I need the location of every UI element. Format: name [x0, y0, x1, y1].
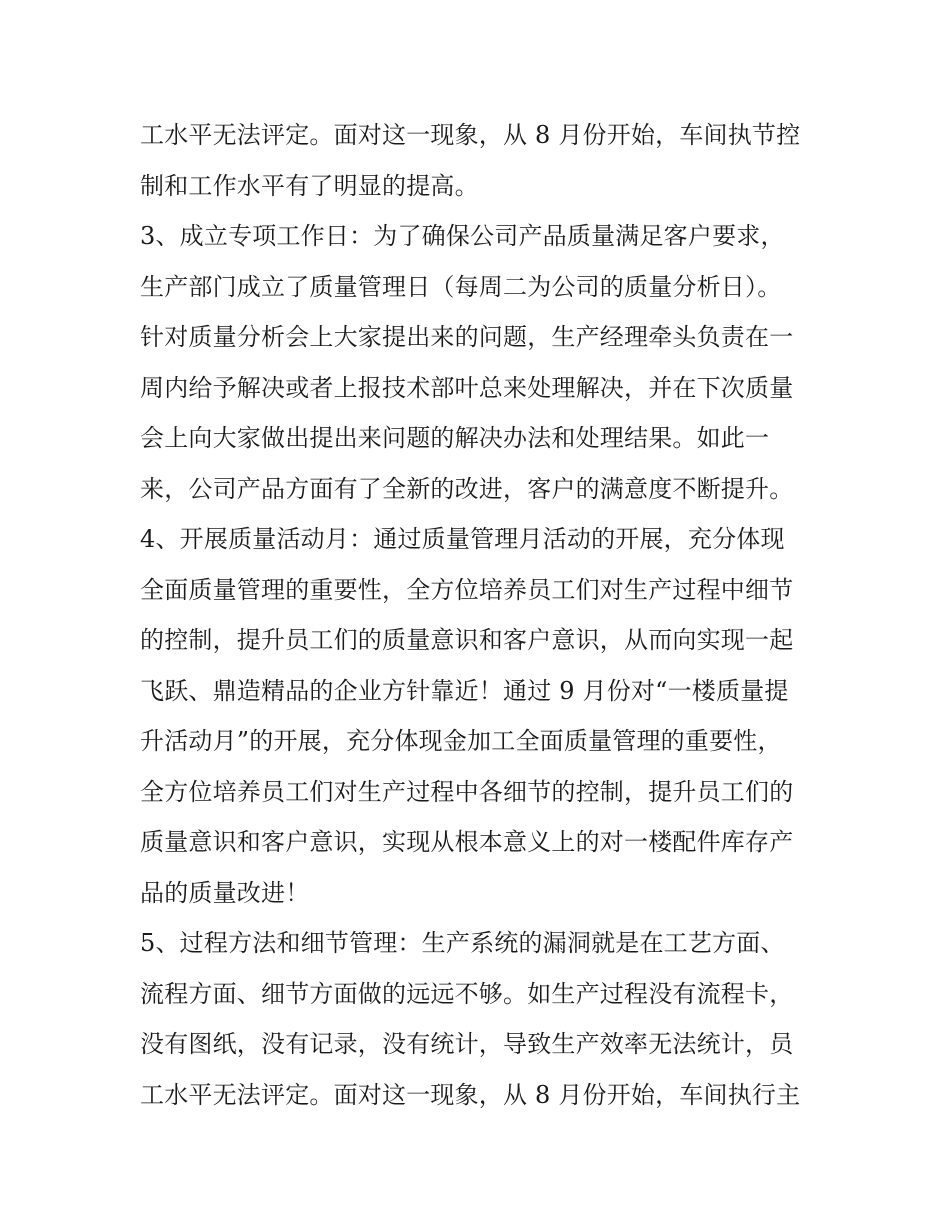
text-line: 4、开展质量活动月：通过质量管理月活动的开展，充分体现: [140, 525, 785, 553]
text-line: 质量意识和客户意识，实现从根本意义上的对一楼配件库存产: [140, 828, 794, 856]
text-line: 工水平无法评定。面对这一现象，从 8 月份开始，车间执行主: [140, 1080, 801, 1109]
text-line: 5、过程方法和细节管理：生产系统的漏洞就是在工艺方面、: [140, 929, 785, 957]
text-line: 没有图纸，没有记录，没有统计，导致生产效率无法统计，员: [140, 1030, 794, 1058]
text-line: 的控制，提升员工们的质量意识和客户意识，从而向实现一起: [140, 626, 794, 654]
text-line: 升活动月”的开展，充分体现金加工全面质量管理的重要性，: [140, 727, 782, 755]
text-line: 流程方面、细节方面做的远远不够。如生产过程没有流程卡，: [140, 979, 794, 1008]
text-line: 工水平无法评定。面对这一现象，从 8 月份开始，车间执节控: [140, 121, 801, 149]
text-line: 周内给予解决或者上报技术部叶总来处理解决，并在下次质量: [140, 373, 794, 402]
text-line: 生产部门成立了质量管理日（每周二为公司的质量分析日）。: [140, 272, 782, 301]
text-line: 3、成立专项工作日：为了确保公司产品质量满足客户要求，: [140, 222, 785, 250]
text-line: 全面质量管理的重要性，全方位培养员工们对生产过程中细节: [140, 575, 794, 604]
document-body: [140, 110, 820, 1120]
text-line: 制和工作水平有了明显的提高。: [140, 171, 479, 200]
text-line: 来，公司产品方面有了全新的改进，客户的满意度不断提升。: [140, 474, 794, 503]
text-line: 品的质量改进！: [140, 878, 310, 907]
text-line: 针对质量分析会上大家提出来的问题，生产经理牵头负责在一: [140, 323, 794, 351]
text-line: 飞跃、鼎造精品的企业方针靠近！通过 9 月份对“一楼质量提: [140, 676, 789, 705]
text-line: 全方位培养员工们对生产过程中各细节的控制，提升员工们的: [140, 777, 794, 806]
text-line: 会上向大家做出提出来问题的解决办法和处理结果。如此一: [140, 424, 770, 452]
